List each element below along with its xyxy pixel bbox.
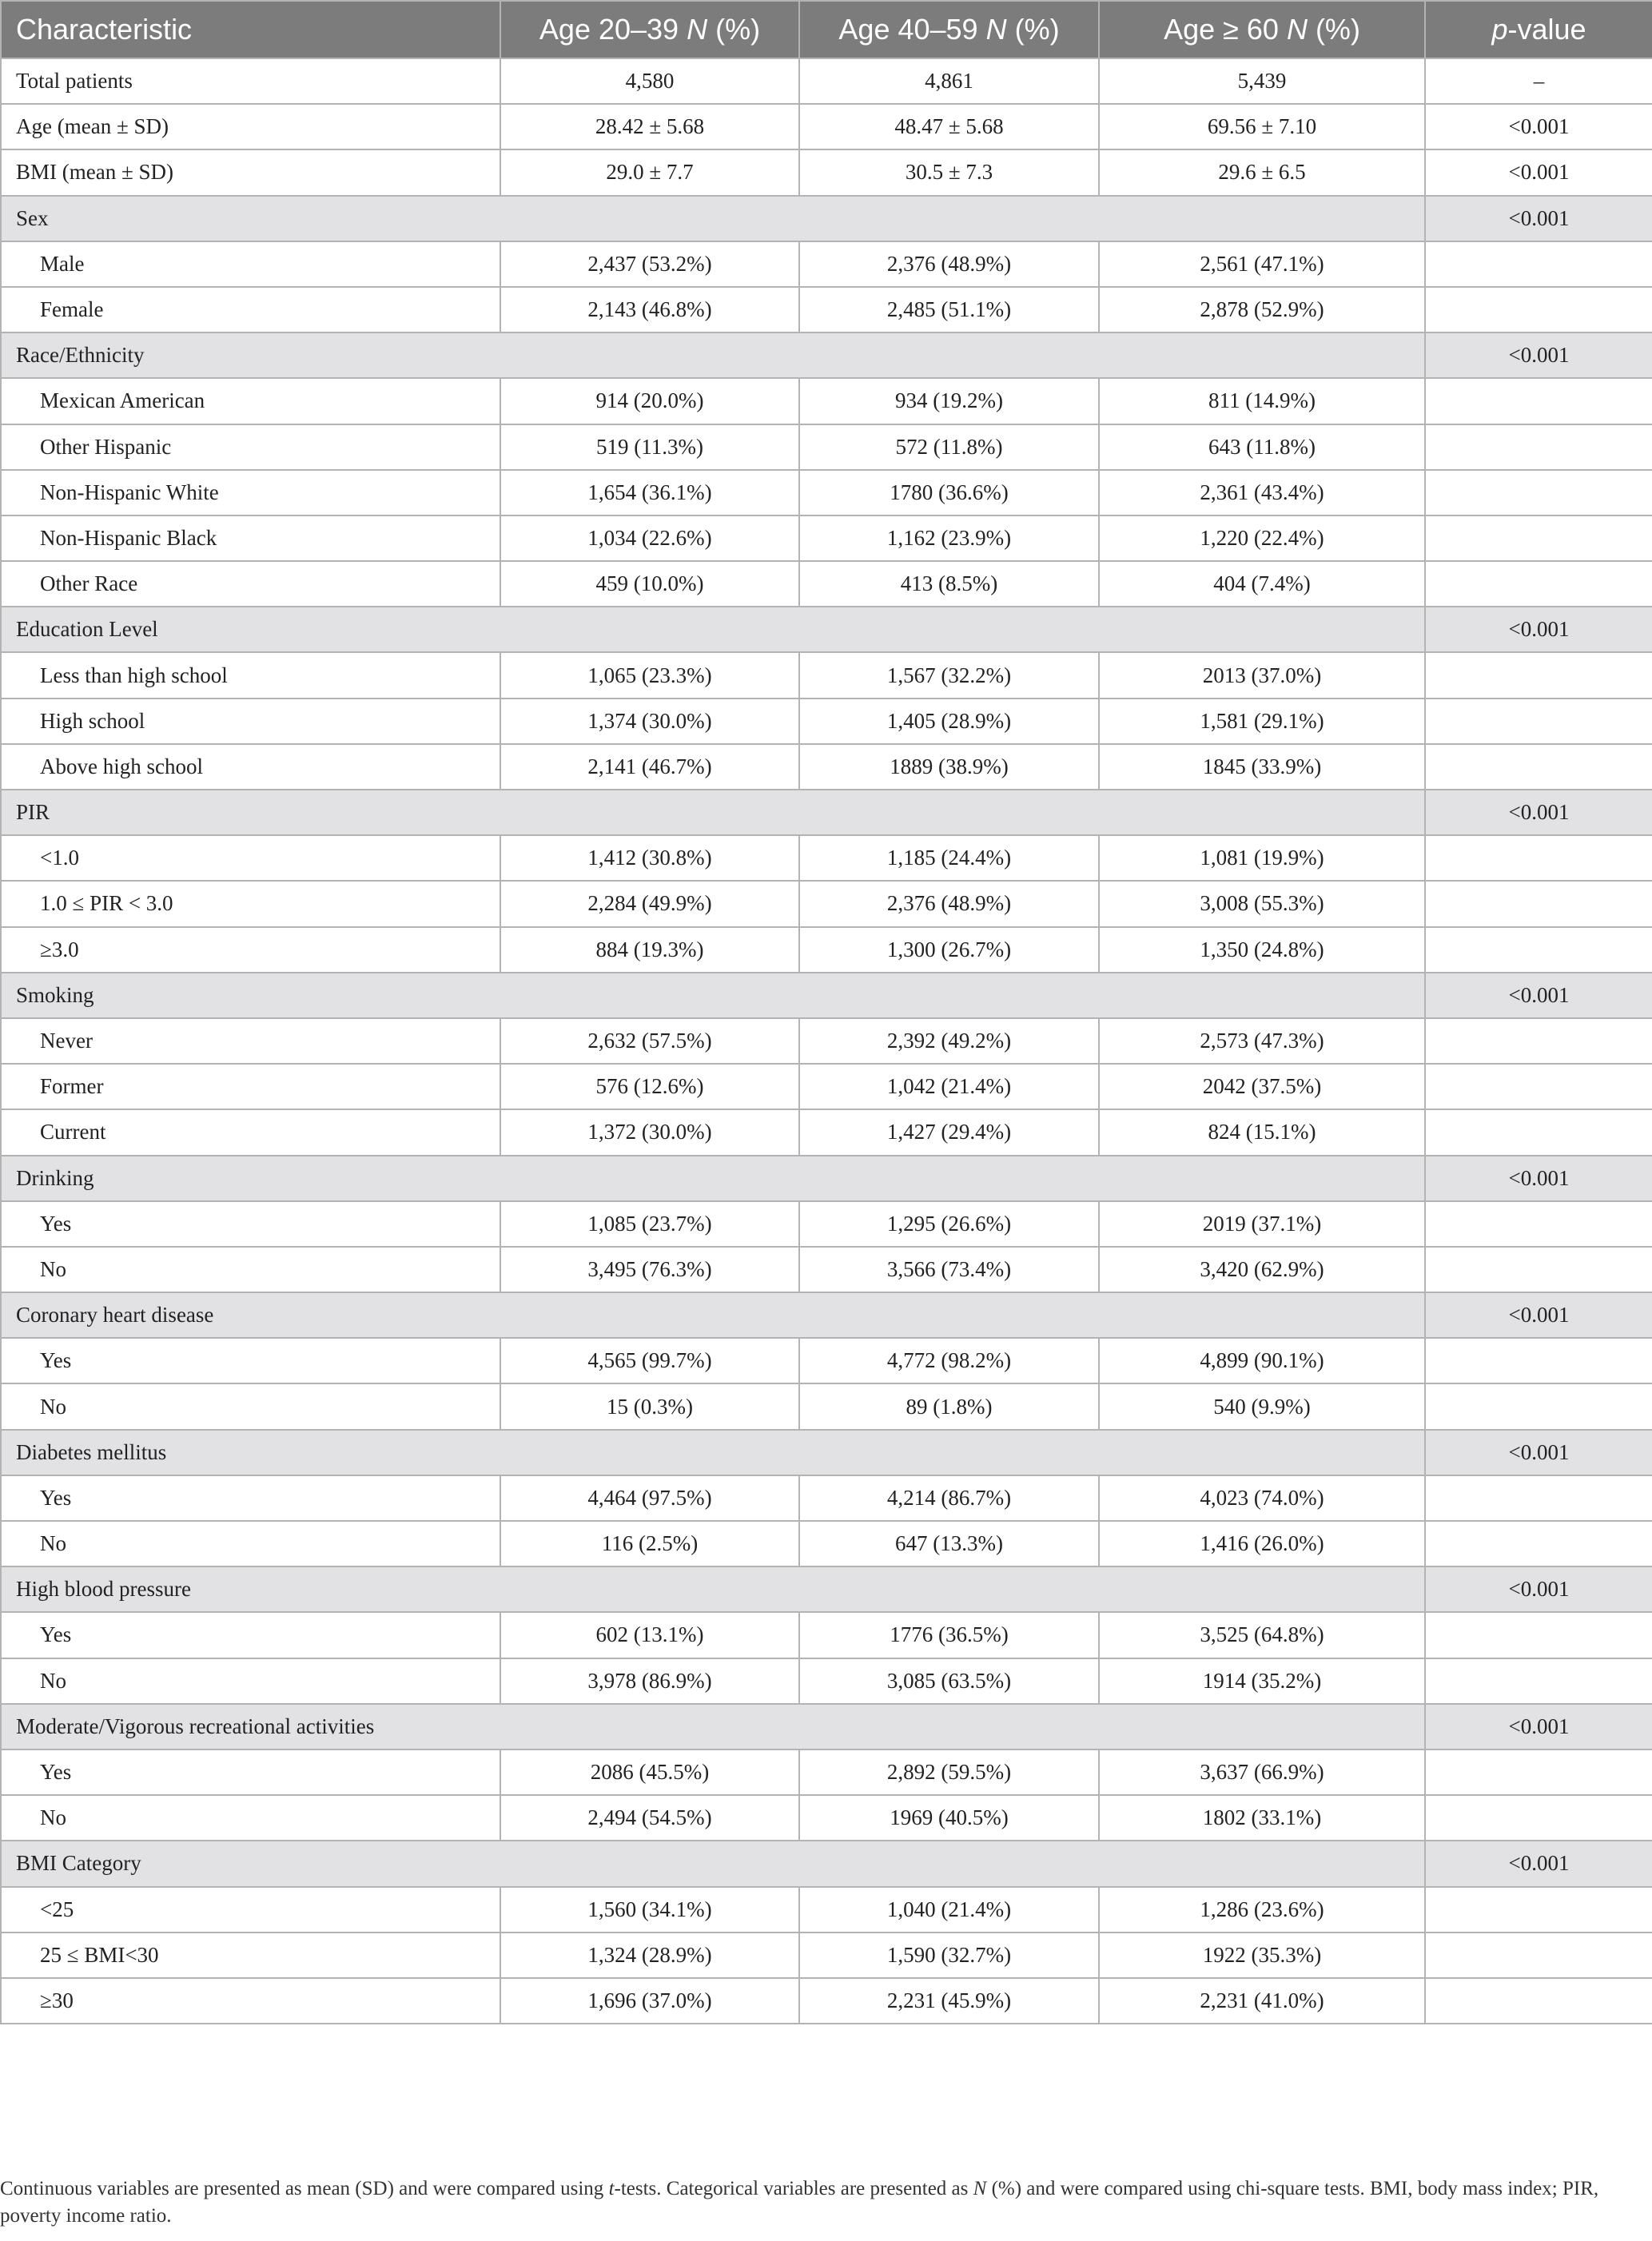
section-label: Education Level	[1, 607, 1425, 652]
age-20-39-cell: 1,374 (30.0%)	[500, 699, 799, 744]
sub-row	[1, 378, 1652, 424]
age-20-39-cell: 3,495 (76.3%)	[500, 1247, 799, 1292]
row-label: Less than high school	[1, 652, 500, 698]
age-20-39-cell: 884 (19.3%)	[500, 927, 799, 973]
row-label: Current	[1, 1109, 500, 1155]
age-20-39-cell: 4,464 (97.5%)	[500, 1475, 799, 1521]
age-40-59-cell: 1889 (38.9%)	[799, 744, 1099, 790]
row-label: Yes	[1, 1612, 500, 1658]
age-60-plus-cell: 1,286 (23.6%)	[1099, 1887, 1425, 1933]
age-20-39-cell: 2,437 (53.2%)	[500, 241, 799, 287]
sub-row	[1, 1795, 1652, 1841]
age-60-plus-cell: 1,350 (24.8%)	[1099, 927, 1425, 973]
age-20-39-cell: 1,085 (23.7%)	[500, 1201, 799, 1247]
section-label: Race/Ethnicity	[1, 332, 1425, 378]
section-label: Smoking	[1, 973, 1425, 1018]
row-label: ≥30	[1, 1978, 500, 2024]
header-p-value-post: -value	[1507, 13, 1586, 46]
p-value-cell	[1425, 470, 1652, 515]
age-60-plus-cell: 2013 (37.0%)	[1099, 652, 1425, 698]
age-20-39-cell: 2086 (45.5%)	[500, 1749, 799, 1795]
age-60-plus-cell: 811 (14.9%)	[1099, 378, 1425, 424]
sub-row	[1, 1383, 1652, 1429]
row-label: Total patients	[1, 58, 500, 104]
age-20-39-cell: 3,978 (86.9%)	[500, 1658, 799, 1704]
table-row	[1, 104, 1652, 149]
sub-row	[1, 1201, 1652, 1247]
sub-row	[1, 1475, 1652, 1521]
p-value-cell: –	[1425, 58, 1652, 104]
age-20-39-cell: 1,065 (23.3%)	[500, 652, 799, 698]
row-label: Non-Hispanic Black	[1, 515, 500, 561]
age-40-59-cell: 4,861	[799, 58, 1099, 104]
age-20-39-cell: 519 (11.3%)	[500, 424, 799, 470]
age-40-59-cell: 1,427 (29.4%)	[799, 1109, 1099, 1155]
sub-row	[1, 1247, 1652, 1292]
age-60-plus-cell: 2,878 (52.9%)	[1099, 287, 1425, 332]
row-label: No	[1, 1521, 500, 1566]
sub-row	[1, 561, 1652, 607]
p-value-cell	[1425, 241, 1652, 287]
footnote-n: N	[973, 2178, 987, 2199]
sub-row	[1, 515, 1652, 561]
p-value-cell	[1425, 1018, 1652, 1064]
row-label: No	[1, 1795, 500, 1841]
section-row	[1, 1292, 1652, 1338]
p-value-cell	[1425, 835, 1652, 881]
age-60-plus-cell: 1,220 (22.4%)	[1099, 515, 1425, 561]
age-40-59-cell: 2,892 (59.5%)	[799, 1749, 1099, 1795]
header-age-40-59-pre: Age 40–59	[838, 13, 986, 46]
age-20-39-cell: 4,580	[500, 58, 799, 104]
p-value-cell	[1425, 287, 1652, 332]
age-40-59-cell: 89 (1.8%)	[799, 1383, 1099, 1429]
age-20-39-cell: 2,284 (49.9%)	[500, 881, 799, 926]
p-value-cell	[1425, 1338, 1652, 1383]
row-label: <1.0	[1, 835, 500, 881]
sub-row	[1, 1064, 1652, 1109]
age-60-plus-cell: 3,637 (66.9%)	[1099, 1749, 1425, 1795]
p-value-cell: <0.001	[1425, 973, 1652, 1018]
age-40-59-cell: 647 (13.3%)	[799, 1521, 1099, 1566]
row-label: Yes	[1, 1749, 500, 1795]
sub-row	[1, 241, 1652, 287]
age-40-59-cell: 1,300 (26.7%)	[799, 927, 1099, 973]
age-60-plus-cell: 4,899 (90.1%)	[1099, 1338, 1425, 1383]
age-60-plus-cell: 2,573 (47.3%)	[1099, 1018, 1425, 1064]
p-value-cell	[1425, 1475, 1652, 1521]
row-label: Male	[1, 241, 500, 287]
p-value-cell: <0.001	[1425, 104, 1652, 149]
age-20-39-cell: 2,632 (57.5%)	[500, 1018, 799, 1064]
age-20-39-cell: 1,034 (22.6%)	[500, 515, 799, 561]
sub-row	[1, 1658, 1652, 1704]
section-label: Drinking	[1, 1156, 1425, 1201]
p-value-cell: <0.001	[1425, 790, 1652, 835]
footnote-part2: -tests. Categorical variables are presented as	[614, 2178, 973, 2199]
section-label: PIR	[1, 790, 1425, 835]
p-value-cell	[1425, 1887, 1652, 1933]
age-60-plus-cell: 3,525 (64.8%)	[1099, 1612, 1425, 1658]
p-value-cell	[1425, 378, 1652, 424]
age-40-59-cell: 1,295 (26.6%)	[799, 1201, 1099, 1247]
age-40-59-cell: 413 (8.5%)	[799, 561, 1099, 607]
age-40-59-cell: 30.5 ± 7.3	[799, 149, 1099, 195]
age-60-plus-cell: 2,231 (41.0%)	[1099, 1978, 1425, 2024]
header-age-20-39-n: N	[687, 13, 708, 46]
row-label: Female	[1, 287, 500, 332]
age-60-plus-cell: 824 (15.1%)	[1099, 1109, 1425, 1155]
p-value-cell	[1425, 652, 1652, 698]
age-60-plus-cell: 1845 (33.9%)	[1099, 744, 1425, 790]
age-20-39-cell: 29.0 ± 7.7	[500, 149, 799, 195]
p-value-cell	[1425, 1201, 1652, 1247]
sub-row	[1, 1109, 1652, 1155]
age-40-59-cell: 934 (19.2%)	[799, 378, 1099, 424]
table-header	[1, 1, 1652, 58]
sub-row	[1, 1338, 1652, 1383]
age-60-plus-cell: 1,081 (19.9%)	[1099, 835, 1425, 881]
sub-row	[1, 927, 1652, 973]
row-label: Former	[1, 1064, 500, 1109]
table-body	[1, 58, 1652, 2024]
age-60-plus-cell: 2019 (37.1%)	[1099, 1201, 1425, 1247]
sub-row	[1, 1933, 1652, 1978]
header-age-60-plus-pre: Age ≥ 60	[1164, 13, 1287, 46]
age-60-plus-cell: 4,023 (74.0%)	[1099, 1475, 1425, 1521]
p-value-cell	[1425, 744, 1652, 790]
table-footnote	[0, 2175, 1646, 2230]
age-40-59-cell: 1,590 (32.7%)	[799, 1933, 1099, 1978]
age-20-39-cell: 116 (2.5%)	[500, 1521, 799, 1566]
sub-row	[1, 1018, 1652, 1064]
row-label: ≥3.0	[1, 927, 500, 973]
row-label: No	[1, 1658, 500, 1704]
row-label: Yes	[1, 1338, 500, 1383]
age-60-plus-cell: 69.56 ± 7.10	[1099, 104, 1425, 149]
row-label: 1.0 ≤ PIR < 3.0	[1, 881, 500, 926]
sub-row	[1, 424, 1652, 470]
header-age-20-39-post: (%)	[707, 13, 761, 46]
p-value-cell	[1425, 699, 1652, 744]
age-20-39-cell: 1,654 (36.1%)	[500, 470, 799, 515]
section-label: BMI Category	[1, 1841, 1425, 1886]
p-value-cell	[1425, 927, 1652, 973]
sub-row	[1, 652, 1652, 698]
sub-row	[1, 470, 1652, 515]
p-value-cell	[1425, 1064, 1652, 1109]
age-60-plus-cell: 2042 (37.5%)	[1099, 1064, 1425, 1109]
age-40-59-cell: 2,376 (48.9%)	[799, 241, 1099, 287]
age-60-plus-cell: 3,008 (55.3%)	[1099, 881, 1425, 926]
header-age-40-59	[799, 1, 1099, 58]
sub-row	[1, 1521, 1652, 1566]
p-value-cell	[1425, 1109, 1652, 1155]
row-label: 25 ≤ BMI<30	[1, 1933, 500, 1978]
age-60-plus-cell: 540 (9.9%)	[1099, 1383, 1425, 1429]
p-value-cell: <0.001	[1425, 196, 1652, 241]
age-20-39-cell: 1,696 (37.0%)	[500, 1978, 799, 2024]
age-60-plus-cell: 29.6 ± 6.5	[1099, 149, 1425, 195]
p-value-cell	[1425, 881, 1652, 926]
sub-row	[1, 835, 1652, 881]
section-label: Moderate/Vigorous recreational activities	[1, 1704, 1425, 1749]
p-value-cell	[1425, 1795, 1652, 1841]
header-age-60-plus	[1099, 1, 1425, 58]
section-row	[1, 1430, 1652, 1475]
age-40-59-cell: 4,772 (98.2%)	[799, 1338, 1099, 1383]
header-age-40-59-post: (%)	[1006, 13, 1060, 46]
section-row	[1, 1704, 1652, 1749]
age-40-59-cell: 1780 (36.6%)	[799, 470, 1099, 515]
age-40-59-cell: 1,162 (23.9%)	[799, 515, 1099, 561]
section-row	[1, 1566, 1652, 1612]
p-value-cell	[1425, 1247, 1652, 1292]
age-40-59-cell: 48.47 ± 5.68	[799, 104, 1099, 149]
section-row	[1, 1841, 1652, 1886]
header-age-60-plus-n: N	[1286, 13, 1308, 46]
sub-row	[1, 287, 1652, 332]
age-60-plus-cell: 404 (7.4%)	[1099, 561, 1425, 607]
header-age-40-59-n: N	[985, 13, 1007, 46]
p-value-cell: <0.001	[1425, 1841, 1652, 1886]
age-60-plus-cell: 2,561 (47.1%)	[1099, 241, 1425, 287]
p-value-cell: <0.001	[1425, 1430, 1652, 1475]
age-40-59-cell: 1,042 (21.4%)	[799, 1064, 1099, 1109]
row-label: Above high school	[1, 744, 500, 790]
section-label: Coronary heart disease	[1, 1292, 1425, 1338]
age-40-59-cell: 4,214 (86.7%)	[799, 1475, 1099, 1521]
age-60-plus-cell: 5,439	[1099, 58, 1425, 104]
p-value-cell	[1425, 1612, 1652, 1658]
age-20-39-cell: 459 (10.0%)	[500, 561, 799, 607]
age-20-39-cell: 2,494 (54.5%)	[500, 1795, 799, 1841]
age-40-59-cell: 1,405 (28.9%)	[799, 699, 1099, 744]
sub-row	[1, 1612, 1652, 1658]
header-age-60-plus-post: (%)	[1307, 13, 1360, 46]
section-row	[1, 607, 1652, 652]
age-40-59-cell: 1969 (40.5%)	[799, 1795, 1099, 1841]
p-value-cell: <0.001	[1425, 1566, 1652, 1612]
p-value-cell	[1425, 1383, 1652, 1429]
p-value-cell: <0.001	[1425, 1292, 1652, 1338]
row-label: Mexican American	[1, 378, 500, 424]
p-value-cell	[1425, 1658, 1652, 1704]
row-label: No	[1, 1247, 500, 1292]
row-label: Never	[1, 1018, 500, 1064]
row-label: Yes	[1, 1201, 500, 1247]
age-60-plus-cell: 1,581 (29.1%)	[1099, 699, 1425, 744]
table-row	[1, 149, 1652, 195]
age-20-39-cell: 602 (13.1%)	[500, 1612, 799, 1658]
age-20-39-cell: 15 (0.3%)	[500, 1383, 799, 1429]
age-40-59-cell: 1,567 (32.2%)	[799, 652, 1099, 698]
section-row	[1, 332, 1652, 378]
row-label: Age (mean ± SD)	[1, 104, 500, 149]
age-40-59-cell: 3,085 (63.5%)	[799, 1658, 1099, 1704]
p-value-cell	[1425, 424, 1652, 470]
age-60-plus-cell: 643 (11.8%)	[1099, 424, 1425, 470]
row-label: High school	[1, 699, 500, 744]
age-20-39-cell: 1,324 (28.9%)	[500, 1933, 799, 1978]
age-60-plus-cell: 1922 (35.3%)	[1099, 1933, 1425, 1978]
age-40-59-cell: 572 (11.8%)	[799, 424, 1099, 470]
section-row	[1, 196, 1652, 241]
header-age-20-39	[500, 1, 799, 58]
age-20-39-cell: 1,560 (34.1%)	[500, 1887, 799, 1933]
p-value-cell: <0.001	[1425, 332, 1652, 378]
row-label: Other Race	[1, 561, 500, 607]
sub-row	[1, 1887, 1652, 1933]
age-20-39-cell: 2,141 (46.7%)	[500, 744, 799, 790]
age-60-plus-cell: 1914 (35.2%)	[1099, 1658, 1425, 1704]
age-60-plus-cell: 3,420 (62.9%)	[1099, 1247, 1425, 1292]
age-40-59-cell: 2,485 (51.1%)	[799, 287, 1099, 332]
sub-row	[1, 699, 1652, 744]
p-value-cell	[1425, 561, 1652, 607]
sub-row	[1, 881, 1652, 926]
age-20-39-cell: 1,372 (30.0%)	[500, 1109, 799, 1155]
row-label: No	[1, 1383, 500, 1429]
sub-row	[1, 744, 1652, 790]
sub-row	[1, 1749, 1652, 1795]
age-40-59-cell: 1,040 (21.4%)	[799, 1887, 1099, 1933]
age-20-39-cell: 4,565 (99.7%)	[500, 1338, 799, 1383]
row-label: <25	[1, 1887, 500, 1933]
row-label: BMI (mean ± SD)	[1, 149, 500, 195]
age-40-59-cell: 2,376 (48.9%)	[799, 881, 1099, 926]
section-label: High blood pressure	[1, 1566, 1425, 1612]
p-value-cell	[1425, 1521, 1652, 1566]
p-value-cell: <0.001	[1425, 607, 1652, 652]
age-40-59-cell: 2,392 (49.2%)	[799, 1018, 1099, 1064]
row-label: Yes	[1, 1475, 500, 1521]
age-60-plus-cell: 1,416 (26.0%)	[1099, 1521, 1425, 1566]
age-40-59-cell: 2,231 (45.9%)	[799, 1978, 1099, 2024]
age-20-39-cell: 914 (20.0%)	[500, 378, 799, 424]
age-20-39-cell: 28.42 ± 5.68	[500, 104, 799, 149]
section-row	[1, 1156, 1652, 1201]
age-20-39-cell: 576 (12.6%)	[500, 1064, 799, 1109]
section-label: Diabetes mellitus	[1, 1430, 1425, 1475]
header-p-value-p: p	[1491, 13, 1508, 46]
age-60-plus-cell: 2,361 (43.4%)	[1099, 470, 1425, 515]
section-label: Sex	[1, 196, 1425, 241]
p-value-cell	[1425, 1978, 1652, 2024]
row-label: Other Hispanic	[1, 424, 500, 470]
header-characteristic: Characteristic	[1, 1, 500, 58]
p-value-cell	[1425, 1749, 1652, 1795]
age-40-59-cell: 1,185 (24.4%)	[799, 835, 1099, 881]
age-60-plus-cell: 1802 (33.1%)	[1099, 1795, 1425, 1841]
p-value-cell	[1425, 1933, 1652, 1978]
p-value-cell: <0.001	[1425, 1156, 1652, 1201]
footnote-part1: Continuous variables are presented as mean (SD) and were compared using	[0, 2178, 609, 2199]
header-p-value	[1425, 1, 1652, 58]
row-label: Non-Hispanic White	[1, 470, 500, 515]
age-40-59-cell: 3,566 (73.4%)	[799, 1247, 1099, 1292]
sub-row	[1, 1978, 1652, 2024]
section-row	[1, 790, 1652, 835]
p-value-cell: <0.001	[1425, 149, 1652, 195]
table-row	[1, 58, 1652, 104]
age-20-39-cell: 1,412 (30.8%)	[500, 835, 799, 881]
section-row	[1, 973, 1652, 1018]
footnote-part3: (%) and were compared using chi-square tests. BMI, body mass index; PIR, poverty income ratio.	[0, 2178, 1599, 2227]
age-40-59-cell: 1776 (36.5%)	[799, 1612, 1099, 1658]
p-value-cell	[1425, 515, 1652, 561]
header-age-20-39-pre: Age 20–39	[539, 13, 687, 46]
footnote-t: t	[608, 2178, 615, 2199]
age-20-39-cell: 2,143 (46.8%)	[500, 287, 799, 332]
header-row	[1, 1, 1652, 58]
p-value-cell: <0.001	[1425, 1704, 1652, 1749]
